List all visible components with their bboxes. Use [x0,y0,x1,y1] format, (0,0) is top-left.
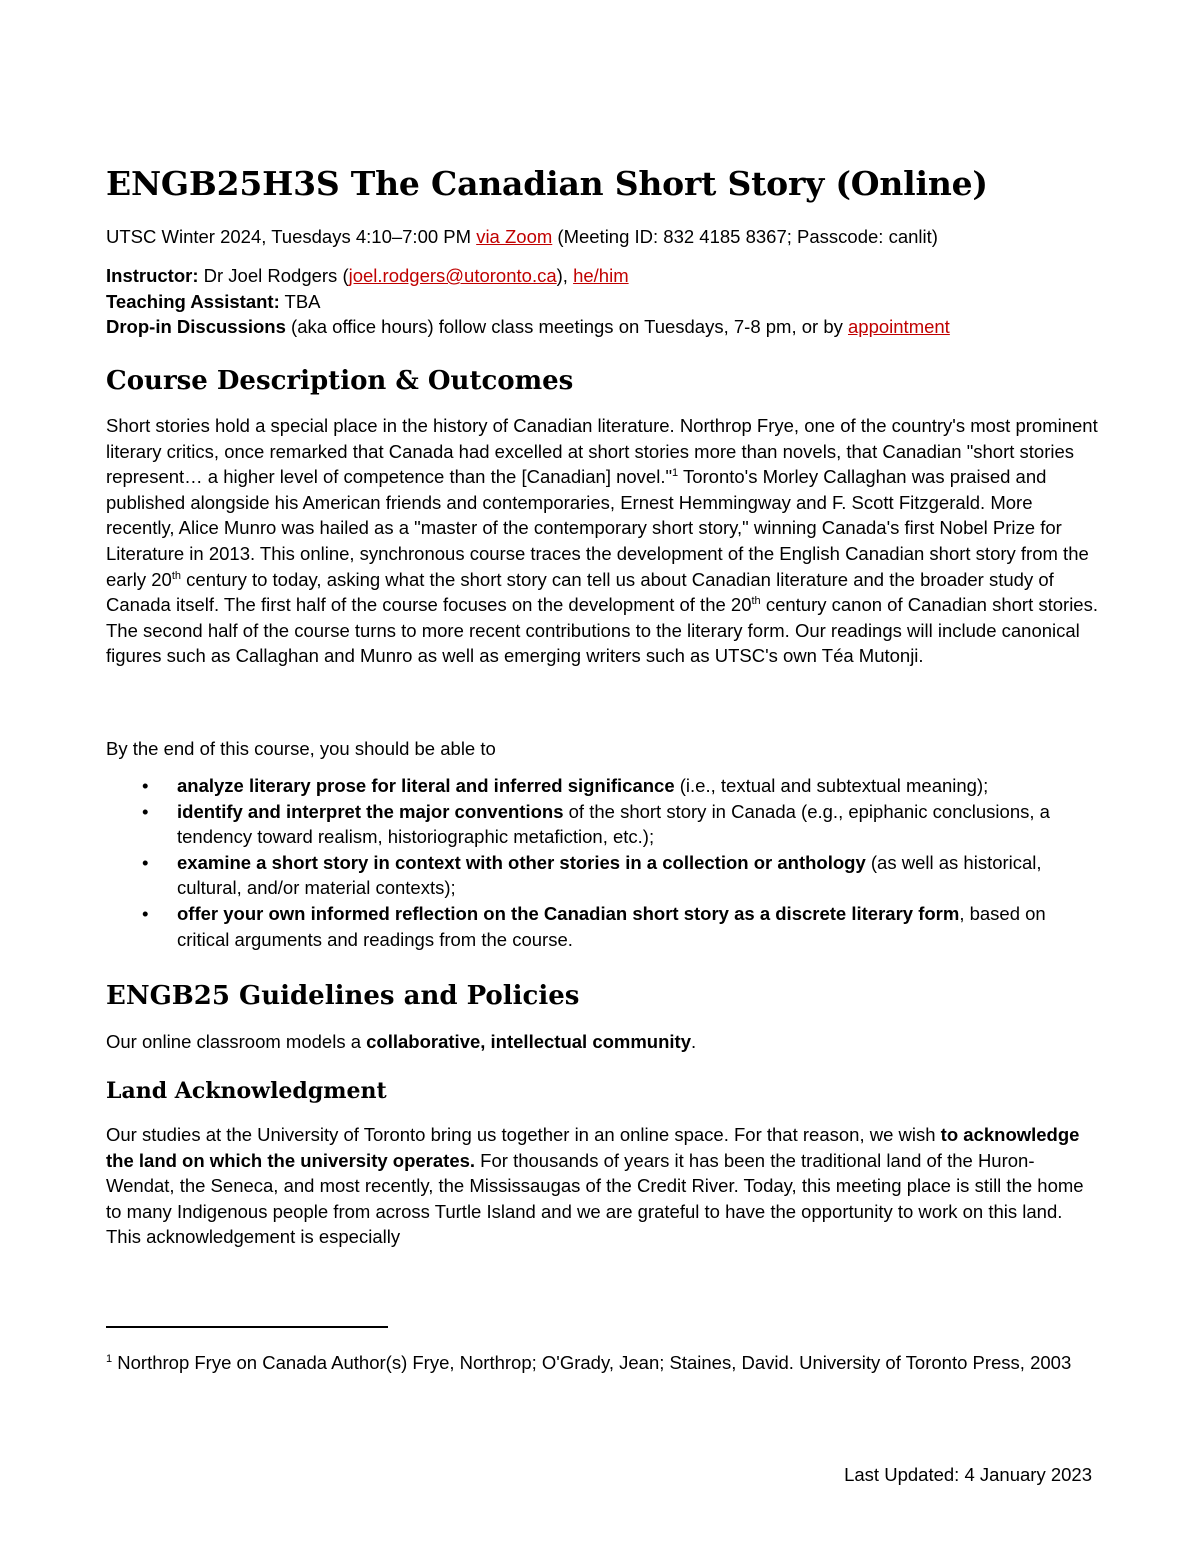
meeting-text: UTSC Winter 2024, Tuesdays 4:10–7:00 PM [106,226,477,247]
footnote-number: 1 [106,1352,113,1365]
list-item [106,799,1100,850]
list-item [106,850,1100,901]
bullet-icon: • [142,902,149,924]
land-text: For thousands of years it has been the traditional land of the Huron-Wendat, the Seneca, and most recently, the Mississaugas of the Credit River. Today, this meeting place is still the home to many Indigenous people from across Turtle Island and we are grateful to have the opportunity to work on this land. This acknowledgement is especially [106,1149,1084,1248]
list-item [106,901,1100,952]
guidelines-text: . [691,1031,697,1052]
dropin-text: (aka office hours) follow class meetings on Tuesdays, 7-8 pm, or by [285,316,848,338]
dropin-label: Drop-in Discussions [106,316,286,338]
instructor-line [106,263,1100,289]
meeting-id-text: (Meeting ID: 832 4185 8367; Passcode: canlit) [552,226,938,247]
course-description-heading: Course Description & Outcomes [106,366,574,396]
outcomes-list [106,773,1100,952]
separator: ), [556,265,574,286]
outcome-bold: identify and interpret the major conventions [177,800,564,822]
footnote-marker[interactable]: 1 [672,467,679,480]
dropin-line [106,314,1100,340]
guidelines-bold: collaborative, intellectual community [366,1031,692,1052]
page-title: ENGB25H3S The Canadian Short Story (Online) [106,164,988,203]
last-updated-date: 4 January 2023 [959,1464,1092,1485]
course-description-paragraph [106,413,1100,669]
outcomes-intro: By the end of this course, you should be able to [106,738,496,759]
land-acknowledgment-paragraph [106,1122,1100,1250]
land-text: Our studies at the University of Toronto bring us together in an online space. For that reason, we wish [106,1124,941,1145]
guidelines-heading: ENGB25 Guidelines and Policies [106,981,580,1011]
outcome-bold: offer your own informed reflection on the Canadian short story as a discrete literary form [177,902,960,924]
pronouns-link[interactable]: he/him [573,265,629,286]
footnote-text: Northrop Frye on Canada Author(s) Frye, Northrop; O'Grady, Jean; Staines, David. University of Toronto Press, 2003 [112,1352,1072,1373]
outcome-text: , based on critical arguments and readings from the course. [177,902,1046,950]
last-updated-label: Last Updated: [844,1464,960,1485]
meeting-info [106,224,1100,250]
last-updated [844,1464,1092,1486]
bullet-icon: • [142,775,149,796]
ta-line [106,289,1100,315]
outcome-text: of the short story in Canada (e.g., epiphanic conclusions, a tendency toward realism, historiographic metafiction, etc.); [177,800,1050,848]
document-page [106,0,1100,1553]
appointment-link[interactable]: appointment [848,316,950,338]
land-bold: to acknowledge the land on which the university operates. [106,1124,1080,1171]
superscript: th [171,569,182,582]
guidelines-paragraph [106,1029,1100,1055]
instructor-email-link[interactable]: joel.rodgers@utoronto.ca [348,265,557,286]
bullet-icon: • [142,851,149,873]
land-acknowledgment-heading: Land Acknowledgment [106,1078,387,1104]
outcome-text: (i.e., textual and subtextual meaning); [674,775,989,796]
description-text: century to today, asking what the short story can tell us about Canadian literature and the broader study of Canada itself. The first half of the course focuses on the development of the 20 [106,568,1054,616]
ta-value: TBA [279,290,321,312]
bullet-icon: • [142,800,149,822]
description-text: century canon of Canadian short stories. The second half of the course turns to more recent contributions to the literary form. Our readings will include canonical figures such as Callaghan and Munro as well as emerging writers such as UTSC's own Téa Mutonji. [106,594,1098,667]
outcome-bold: analyze literary prose for literal and inferred significance [177,775,675,796]
guidelines-text: Our online classroom models a [106,1031,367,1052]
zoom-link[interactable]: via Zoom [476,226,553,247]
contact-block [106,263,1100,340]
description-text: Toronto's Morley Callaghan was praised and published alongside his American friends and contemporaries, Ernest Hemmingway and F. Scott Fitzgerald. More recently, Alice Munro was hailed as a "master of the contemporary short story," winning Canada's first Nobel Prize for Literature in 2013. This online, synchronous course traces the development of the English Canadian short story from the early 20 [106,466,1089,590]
instructor-name: Dr Joel Rodgers ( [198,265,349,286]
list-item [106,773,1100,799]
outcome-bold: examine a short story in context with other stories in a collection or anthology [177,851,866,873]
footnote [106,1350,1100,1376]
outcome-text: (as well as historical, cultural, and/or material contexts); [177,851,1042,899]
footnote-divider [106,1326,388,1328]
ta-label: Teaching Assistant: [106,290,280,312]
description-text: Short stories hold a special place in the history of Canadian literature. Northrop Frye, one of the country's most prominent literary critics, once remarked that Canada had excelled at short stories more than novels, that Canadian "short stories represent… a higher level of competence than the [Canadian] novel." [106,415,1098,488]
superscript: th [751,595,761,607]
instructor-label: Instructor: [106,265,199,286]
